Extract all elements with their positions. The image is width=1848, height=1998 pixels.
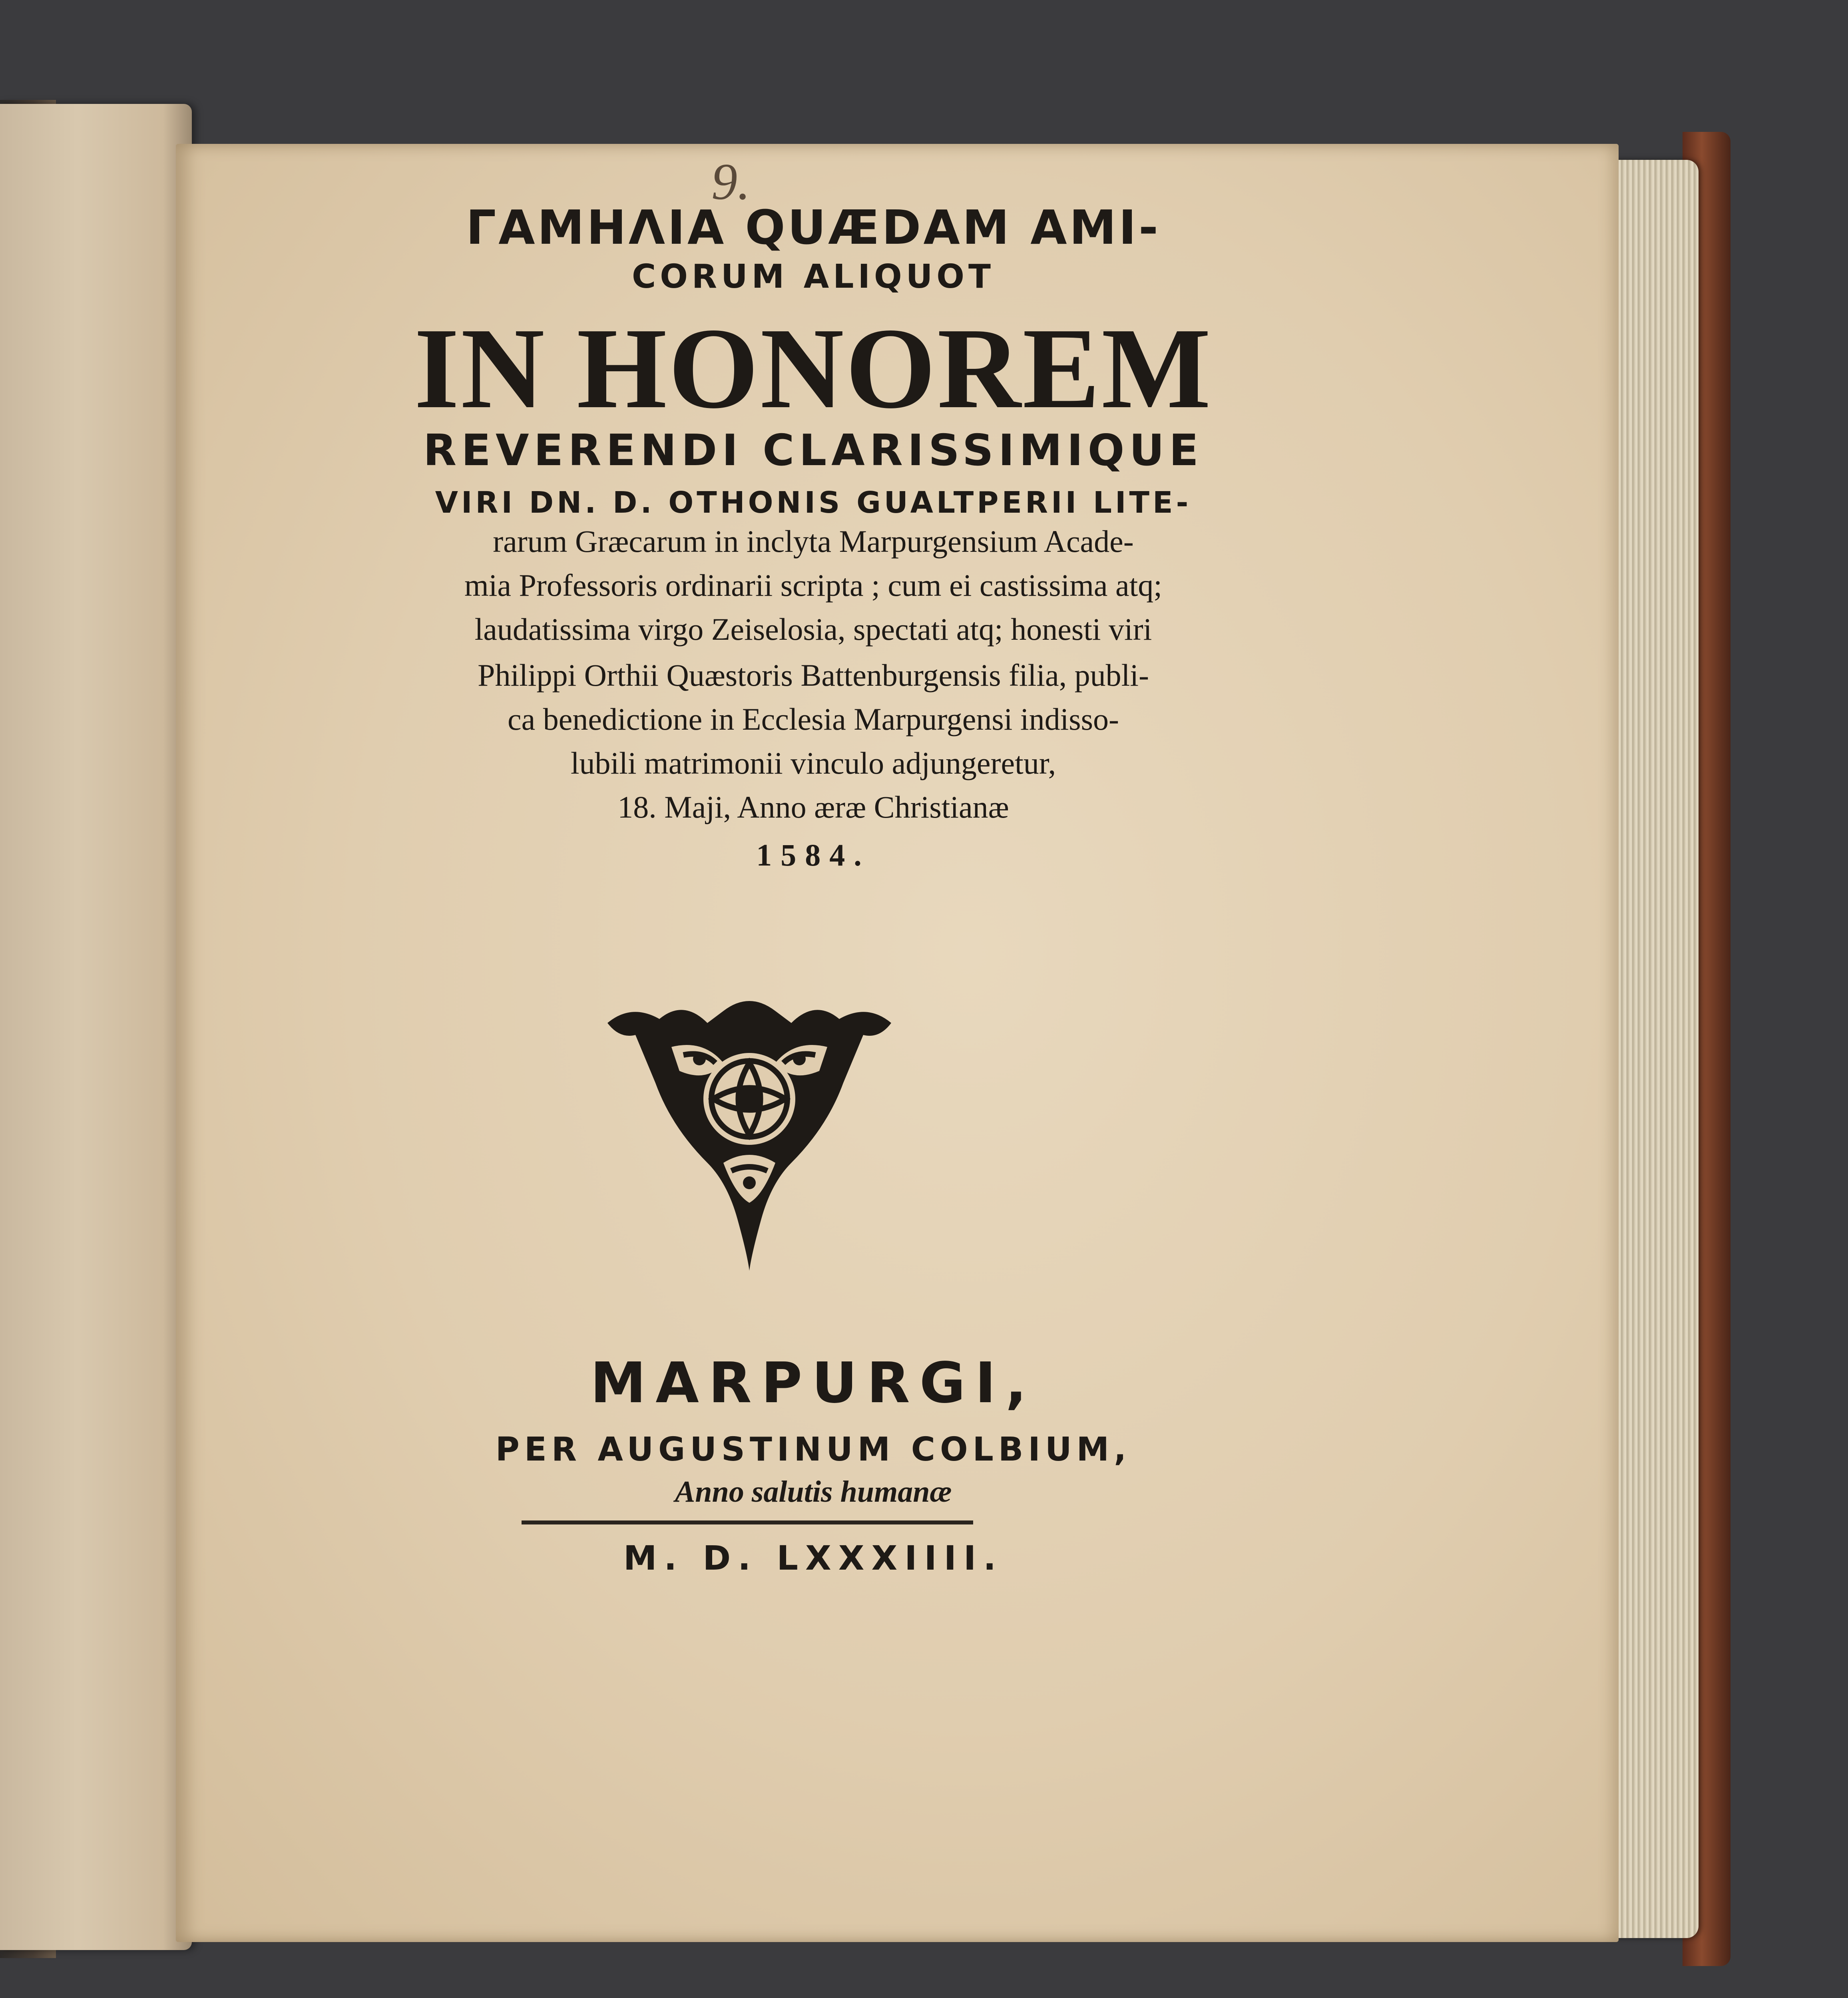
title-line-10: ca benedictione in Ecclesia Marpurgensi indisso-	[508, 702, 1119, 736]
title-page	[176, 144, 1619, 1942]
title-line-11: lubili matrimonii vinculo adjungeretur,	[570, 746, 1056, 780]
page-block-edges	[1607, 160, 1699, 1938]
imprint-printer: PER AUGUSTINUM COLBIUM,	[495, 1431, 1131, 1469]
imprint-anno-label: Anno salutis humanæ	[675, 1475, 952, 1508]
imprint-year-roman: M. D. LXXXIIII.	[623, 1538, 1004, 1578]
title-line-8: laudatissima virgo Zeiselosia, spectati atq; honesti viri	[474, 612, 1152, 647]
printers-ornament-icon	[603, 995, 895, 1275]
title-line-9: Philippi Orthii Quæstoris Battenburgensis filia, publi-	[478, 658, 1149, 693]
title-line-7: mia Professoris ordinarii scripta ; cum ei castissima atq;	[464, 568, 1162, 603]
title-date-year: 1584.	[756, 838, 870, 872]
title-line-4: REVERENDI CLARISSIMIQUE	[423, 426, 1203, 476]
title-line-2: CORUM ALIQUOT	[632, 258, 995, 296]
title-line-12: 18. Maji, Anno æræ Christianæ	[617, 790, 1009, 824]
title-line-6: rarum Græcarum in inclyta Marpurgensium Acade-	[493, 524, 1134, 559]
title-line-5: VIRI DN. D. OTHONIS GUALTPERII LITE-	[435, 486, 1192, 520]
imprint-rule	[522, 1520, 973, 1524]
title-line-1: ΓΑΜΗΛΙΑ QUÆDAM AMI-	[466, 200, 1161, 255]
manuscript-page-number: 9.	[711, 153, 751, 211]
imprint-place: MARPURGI,	[590, 1351, 1036, 1416]
title-main-heading: IN HONOREM	[414, 304, 1213, 432]
